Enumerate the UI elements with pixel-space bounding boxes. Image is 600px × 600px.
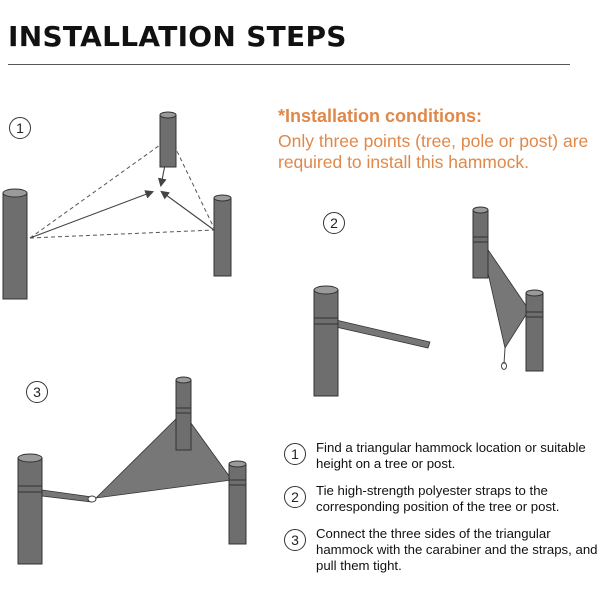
step-3-badge: 3 [26, 381, 48, 403]
instruction-item [284, 526, 600, 574]
step-2-badge: 2 [323, 212, 345, 234]
conditions-text: Only three points (tree, pole or post) are required to install this hammock. [278, 131, 589, 172]
tree-post-icon [176, 377, 191, 450]
instruction-text: Find a triangular hammock location or suitable height on a tree or post. [316, 440, 586, 471]
step-1-diagram [3, 112, 231, 299]
step-1-badge: 1 [9, 117, 31, 139]
dashed-line [30, 145, 160, 238]
strap [42, 490, 92, 502]
page-title: INSTALLATION STEPS [8, 20, 347, 53]
tree-post-icon [3, 189, 27, 299]
step-3-diagram [18, 377, 246, 564]
step-number-badge: 3 [284, 529, 306, 551]
instruction-list [284, 440, 600, 585]
instruction-item [284, 483, 600, 515]
arrow-icon [30, 192, 152, 238]
instruction-text: Tie high-strength polyester straps to the corresponding position of the tree or post. [316, 483, 560, 514]
carabiner-icon [88, 496, 96, 502]
hammock-sail [96, 412, 232, 498]
strap [504, 348, 505, 364]
strap [336, 320, 430, 348]
tree-post-icon [229, 461, 246, 544]
step-number-badge: 2 [284, 486, 306, 508]
tree-post-icon [18, 454, 42, 564]
tree-post-icon [160, 112, 176, 167]
tree-post-icon [526, 290, 543, 371]
dashed-line [30, 230, 214, 238]
instruction-text: Connect the three sides of the triangular hammock with the carabiner and the straps, and pull them tight. [316, 526, 598, 573]
conditions-heading: *Installation conditions: [278, 106, 483, 126]
instruction-item [284, 440, 600, 472]
step-number-badge: 1 [284, 443, 306, 465]
tree-post-icon [473, 207, 488, 278]
tree-post-icon [214, 195, 231, 276]
tree-post-icon [314, 286, 338, 396]
step-2-diagram [314, 207, 543, 396]
